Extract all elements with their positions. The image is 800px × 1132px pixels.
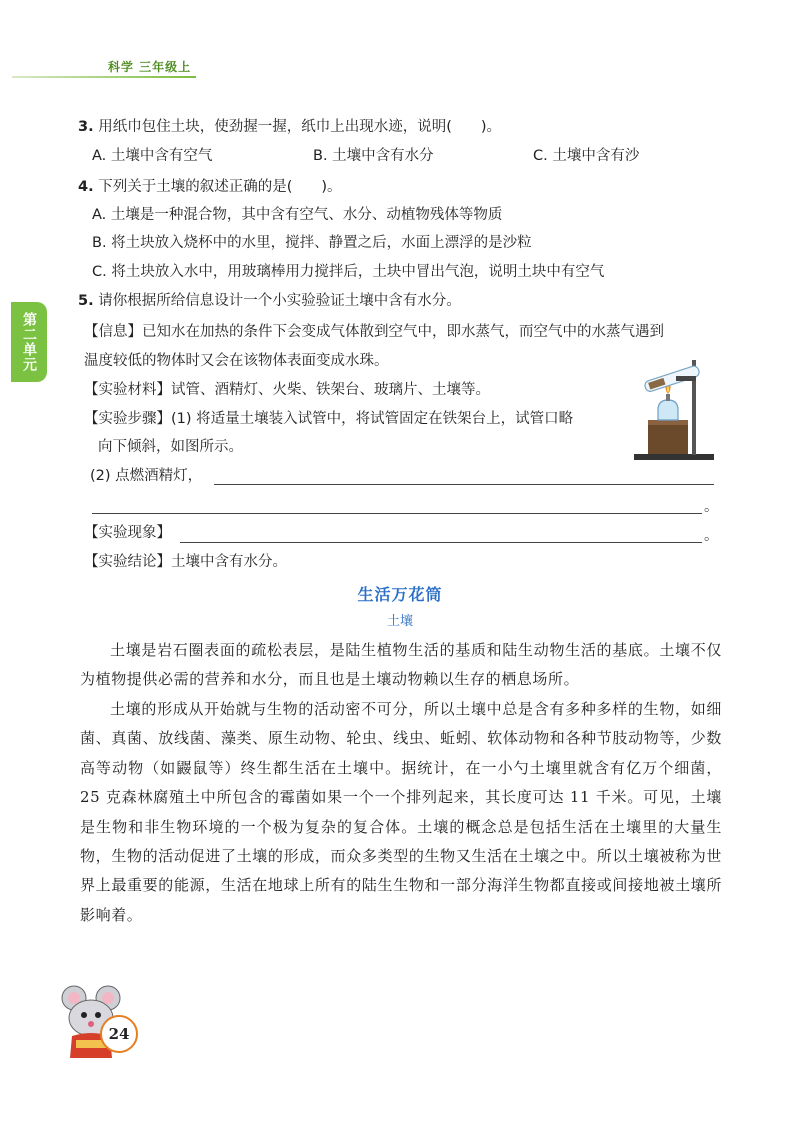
question-4-option-c: C. 将土块放入水中，用玻璃棒用力搅拌后，土块中冒出气泡，说明土块中有空气 bbox=[92, 264, 605, 280]
experiment-apparatus-illustration bbox=[626, 356, 718, 462]
question-3-stem: 用纸巾包住土块，使劲握一握，纸巾上出现水迹，说明( )。 bbox=[98, 119, 502, 135]
question-4-number: 4. bbox=[78, 179, 94, 195]
section-subtitle: 土壤 bbox=[386, 614, 413, 629]
question-3-option-c: C. 土壤中含有沙 bbox=[533, 148, 640, 164]
question-5 bbox=[78, 291, 461, 311]
question-4 bbox=[78, 177, 342, 197]
page-number: 24 bbox=[100, 1015, 138, 1053]
answer-line-phenomenon[interactable] bbox=[180, 542, 702, 543]
answer-line-step-2-cont[interactable] bbox=[92, 513, 702, 514]
q5-phenomenon-label: 【实验现象】 bbox=[84, 525, 171, 541]
question-4-option-a: A. 土壤是一种混合物，其中含有空气、水分、动植物残体等物质 bbox=[92, 207, 503, 223]
q5-materials: 【实验材料】试管、酒精灯、火柴、铁架台、玻璃片、土壤等。 bbox=[84, 382, 490, 398]
unit-side-tab-label: 第二单元 bbox=[21, 312, 37, 372]
answer-line-step-2[interactable] bbox=[214, 484, 714, 485]
period-mark: 。 bbox=[704, 528, 719, 544]
question-3 bbox=[78, 117, 501, 137]
question-3-option-a: A. 土壤中含有空气 bbox=[92, 148, 213, 164]
section-paragraph-2: 土壤的形成从开始就与生物的活动密不可分，所以土壤中总是含有多种多样的生物，如细菌、真菌、放线菌、藻类、原生动物、轮虫、线虫、蚯蚓、软体动物和各种节肢动物等，少数高等动物（如鼹鼠等）终生都生活在土壤中。据统计，在一小勺土壤里就含有亿万个细菌，25 克森林腐殖土中所包含的霉菌如果一个一个排列起来，其长度可达 11 千米。可见，土壤是生物和非生物环境的一个极为复杂的复合体。土壤的概念总是包括生活在土壤里的大量生物，生物的活动促进了土壤的形成，而众多类型的生物又生活在土壤之中。所以土壤被称为世界上最重要的能源，生活在地球上所有的陆生生物和一部分海洋生物都直接或间接地被土壤所影响着。 bbox=[80, 700, 722, 924]
question-4-option-b: B. 将土块放入烧杯中的水里，搅拌、静置之后，水面上漂浮的是沙粒 bbox=[92, 235, 532, 251]
q5-info-line-1: 【信息】已知水在加热的条件下会变成气体散到空气中，即水蒸气，而空气中的水蒸气遇到 bbox=[84, 324, 664, 340]
q5-conclusion: 【实验结论】土壤中含有水分。 bbox=[84, 554, 287, 570]
question-5-number: 5. bbox=[78, 293, 94, 309]
question-3-option-b: B. 土壤中含有水分 bbox=[313, 148, 434, 164]
q5-steps-line-3: (2) 点燃酒精灯， bbox=[90, 468, 203, 484]
question-3-number: 3. bbox=[78, 119, 94, 135]
header-divider bbox=[12, 76, 196, 78]
unit-side-tab bbox=[11, 302, 47, 382]
section-title: 生活万花筒 bbox=[357, 585, 443, 604]
question-5-stem: 请你根据所给信息设计一个小实验验证土壤中含有水分。 bbox=[98, 293, 461, 309]
q5-steps-line-2: 向下倾斜，如图所示。 bbox=[98, 439, 243, 455]
q5-steps-line-1: 【实验步骤】(1) 将适量土壤装入试管中，将试管固定在铁架台上，试管口略 bbox=[84, 411, 574, 427]
q5-info-line-2: 温度较低的物体时又会在该物体表面变成水珠。 bbox=[84, 353, 389, 369]
question-4-stem: 下列关于土壤的叙述正确的是( )。 bbox=[98, 179, 342, 195]
header-subject-grade: 科学 三年级上 bbox=[108, 60, 192, 74]
period-mark: 。 bbox=[704, 499, 719, 515]
section-paragraph-1: 土壤是岩石圈表面的疏松表层，是陆生植物生活的基质和陆生动物生活的基底。土壤不仅为植物提供必需的营养和水分，而且也是土壤动物赖以生存的栖息场所。 bbox=[80, 641, 722, 689]
